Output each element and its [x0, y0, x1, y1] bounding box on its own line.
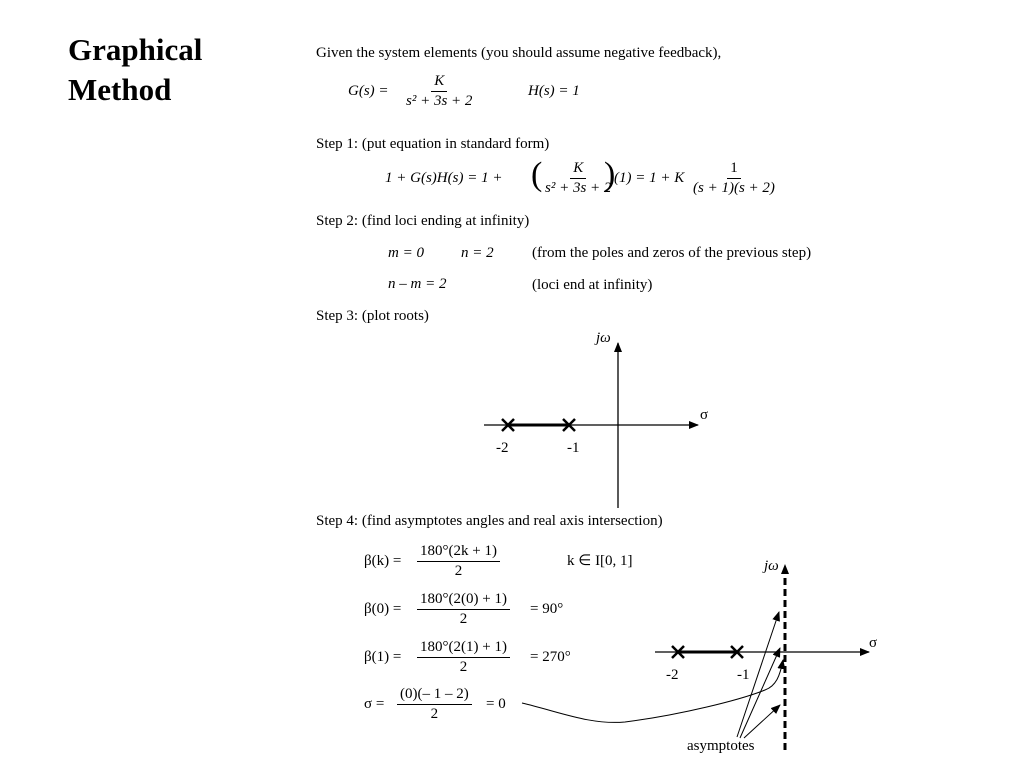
- step1-den2: (s + 1)(s + 2): [693, 180, 775, 196]
- beta-1-lhs: β(1) =: [364, 649, 402, 665]
- step3-label: Step 3: (plot roots): [316, 308, 429, 324]
- sigma-eq-den: 2: [430, 706, 439, 722]
- step4-tick-minus2: -2: [666, 667, 679, 683]
- step3-sigma-label: σ: [700, 407, 709, 423]
- step4-sigma-label: σ: [869, 635, 878, 651]
- intro-text: Given the system elements (you should assume negative feedback),: [316, 45, 722, 61]
- step2-note2: (loci end at infinity): [532, 277, 653, 293]
- step2-nm: n – m = 2: [388, 276, 447, 292]
- step4-label: Step 4: (find asymptotes angles and real axis intersection): [316, 513, 663, 529]
- beta-k-num: 180°(2k + 1): [417, 543, 500, 562]
- step1-num2: 1: [727, 160, 741, 179]
- beta-1-result: = 270°: [530, 649, 571, 665]
- eq-g-den: s² + 3s + 2: [406, 93, 473, 109]
- beta-1-fraction: [417, 639, 510, 676]
- asymptote-arrow-low: [744, 705, 780, 738]
- step4-plot: [522, 564, 869, 750]
- asymptotes-label: asymptotes: [687, 738, 755, 754]
- step2-label: Step 2: (find loci ending at infinity): [316, 213, 530, 229]
- beta-0-result: = 90°: [530, 601, 564, 617]
- title-line-2: Method: [68, 72, 172, 107]
- step1-left-paren: (: [531, 156, 543, 193]
- beta-0-fraction: [417, 591, 510, 628]
- beta-k-cond: k ∈ I[0, 1]: [567, 553, 633, 569]
- step1-label: Step 1: (put equation in standard form): [316, 136, 550, 152]
- beta-0-lhs: β(0) =: [364, 601, 402, 617]
- step3-jw-label: jω: [596, 330, 611, 346]
- beta-k-fraction: [417, 543, 500, 580]
- sigma-eq-result: = 0: [486, 696, 506, 712]
- step4-imag-axis-tip: [781, 564, 789, 574]
- sigma-eq-lhs: σ =: [364, 696, 385, 712]
- eq-g-lhs: G(s) =: [348, 83, 389, 99]
- sigma-eq-fraction: [397, 686, 472, 723]
- step1-den: s² + 3s + 2: [545, 180, 612, 196]
- beta-1-num: 180°(2(1) + 1): [417, 639, 510, 658]
- step1-num: K: [570, 160, 586, 179]
- title-line-1: Graphical: [68, 32, 203, 67]
- eq-g-num: K: [431, 73, 447, 92]
- step1-right-paren: ): [604, 156, 616, 193]
- beta-k-lhs: β(k) =: [364, 553, 402, 569]
- step3-tick-minus1: -1: [567, 440, 580, 456]
- step1-mid: (1) = 1 + K: [614, 170, 685, 186]
- step4-tick-minus1: -1: [737, 667, 750, 683]
- step3-plot: [484, 343, 698, 508]
- step4-jw-label: jω: [764, 558, 779, 574]
- beta-0-den: 2: [459, 611, 468, 627]
- sigma-eq-num: (0)(– 1 – 2): [397, 686, 472, 705]
- step2-note1: (from the poles and zeros of the previous step): [532, 245, 812, 261]
- beta-0-num: 180°(2(0) + 1): [417, 591, 510, 610]
- step2-m: m = 0: [388, 245, 424, 261]
- step3-tick-minus2: -2: [496, 440, 509, 456]
- step1-lhs: 1 + G(s)H(s) = 1 +: [385, 170, 503, 186]
- asymptote-arrow-mid: [740, 648, 780, 738]
- beta-k-den: 2: [454, 563, 463, 579]
- eq-h: H(s) = 1: [528, 83, 580, 99]
- step2-n: n = 2: [461, 245, 494, 261]
- beta-1-den: 2: [459, 659, 468, 675]
